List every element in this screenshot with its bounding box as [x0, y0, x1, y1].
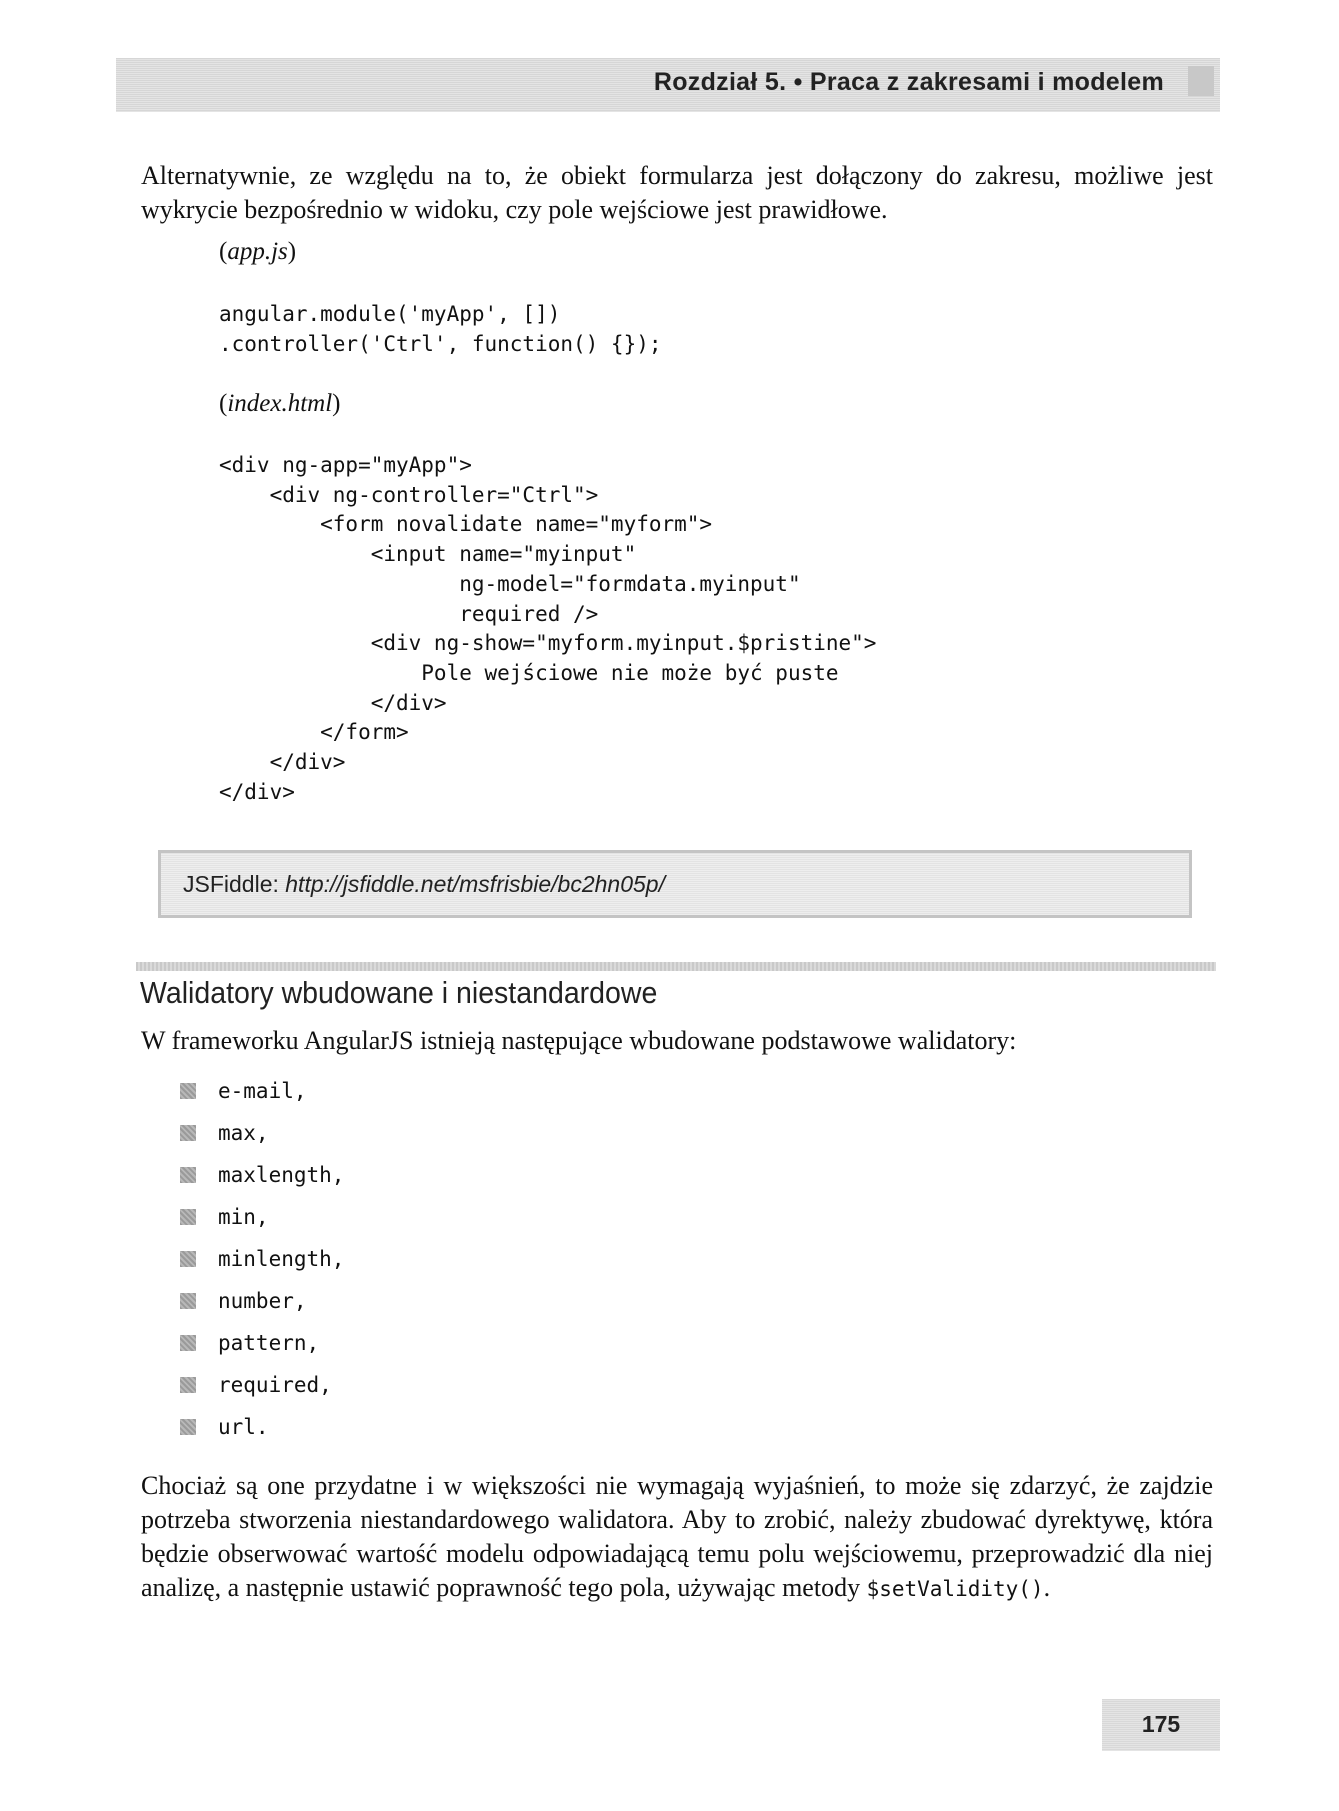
closing-text: Chociaż są one przydatne i w większości nie wymagają wyjaśnień, to może się zdarzyć, że zajdzie potrzeba stworzenia niestandardowego walidatora. Aby to zrobić, należy zbudować dyrektywę, która będzie obserwować wartość modelu odpowiadającą temu polu wejściowemu, przeprowadzić dla niej analizę, a następnie ustawić poprawność tego pola, używając metody [141, 1471, 1213, 1602]
header-tab-marker [1188, 66, 1214, 96]
list-item [180, 1406, 344, 1448]
list-item [180, 1112, 344, 1154]
chapter-title: Rozdział 5. • Praca z zakresami i modelem [653, 68, 1164, 96]
file-label-app-js [219, 238, 296, 266]
jsfiddle-text [183, 871, 665, 898]
list-item [180, 1364, 344, 1406]
jsfiddle-link[interactable]: http://jsfiddle.net/msfrisbie/bc2hn05p/ [285, 871, 665, 897]
validator-name: pattern, [218, 1331, 320, 1355]
validator-name: url. [218, 1415, 269, 1439]
list-intro: W frameworku AngularJS istnieją następujące wbudowane podstawowe walidatory: [141, 1026, 1017, 1055]
list-item [180, 1154, 344, 1196]
validator-name: min, [218, 1205, 269, 1229]
code-block-app-js: angular.module('myApp', []) .controller('Ctrl', function() {}); [219, 302, 662, 356]
square-bullet-icon [180, 1209, 196, 1225]
square-bullet-icon [180, 1419, 196, 1435]
list-item [180, 1070, 344, 1112]
validator-list [180, 1070, 344, 1448]
page-number-box [1102, 1699, 1220, 1751]
square-bullet-icon [180, 1335, 196, 1351]
square-bullet-icon [180, 1167, 196, 1183]
validator-name: minlength, [218, 1247, 345, 1271]
validator-name: maxlength, [218, 1163, 345, 1187]
jsfiddle-label: JSFiddle: [183, 871, 286, 897]
validator-name: required, [218, 1373, 332, 1397]
page-number: 175 [1141, 1711, 1181, 1737]
section-heading: Walidatory wbudowane i niestandardowe [140, 975, 658, 1010]
file-label-open: ( [219, 390, 228, 417]
square-bullet-icon [180, 1377, 196, 1393]
running-header [116, 58, 1220, 112]
closing-paragraph [141, 1469, 1213, 1606]
square-bullet-icon [180, 1251, 196, 1267]
list-item [180, 1280, 344, 1322]
square-bullet-icon [180, 1125, 196, 1141]
intro-paragraph: Alternatywnie, ze względu na to, że obiekt formularza jest dołączony do zakresu, możliwe jest wykrycie bezpośrednio w widoku, czy pole wejściowe jest prawidłowe. [141, 161, 1213, 224]
code-block-index-html: <div ng-app="myApp"> <div ng-controller="Ctrl"> <form novalidate name="myform"> <input name="myinput" ng-model="formdata.myinput" required /> <div ng-show="myform.myinput.$pristine"> Pole wejściowe nie może być puste </div> </form> </div> </div> [219, 453, 877, 804]
validator-name: number, [218, 1289, 307, 1313]
file-label-close: ) [332, 390, 341, 417]
validator-name: max, [218, 1121, 269, 1145]
method-name: $setValidity() [866, 1577, 1044, 1601]
file-label-index-html [219, 390, 341, 418]
file-name: index.html [227, 390, 333, 417]
list-item [180, 1322, 344, 1364]
file-name: app.js [227, 238, 288, 265]
square-bullet-icon [180, 1083, 196, 1099]
closing-period: . [1043, 1573, 1051, 1602]
section-divider [136, 962, 1216, 971]
list-item [180, 1238, 344, 1280]
jsfiddle-box [158, 850, 1192, 918]
list-item [180, 1196, 344, 1238]
file-label-close: ) [287, 238, 297, 265]
square-bullet-icon [180, 1293, 196, 1309]
validator-name: e-mail, [218, 1079, 307, 1103]
file-label-open: ( [219, 238, 228, 265]
